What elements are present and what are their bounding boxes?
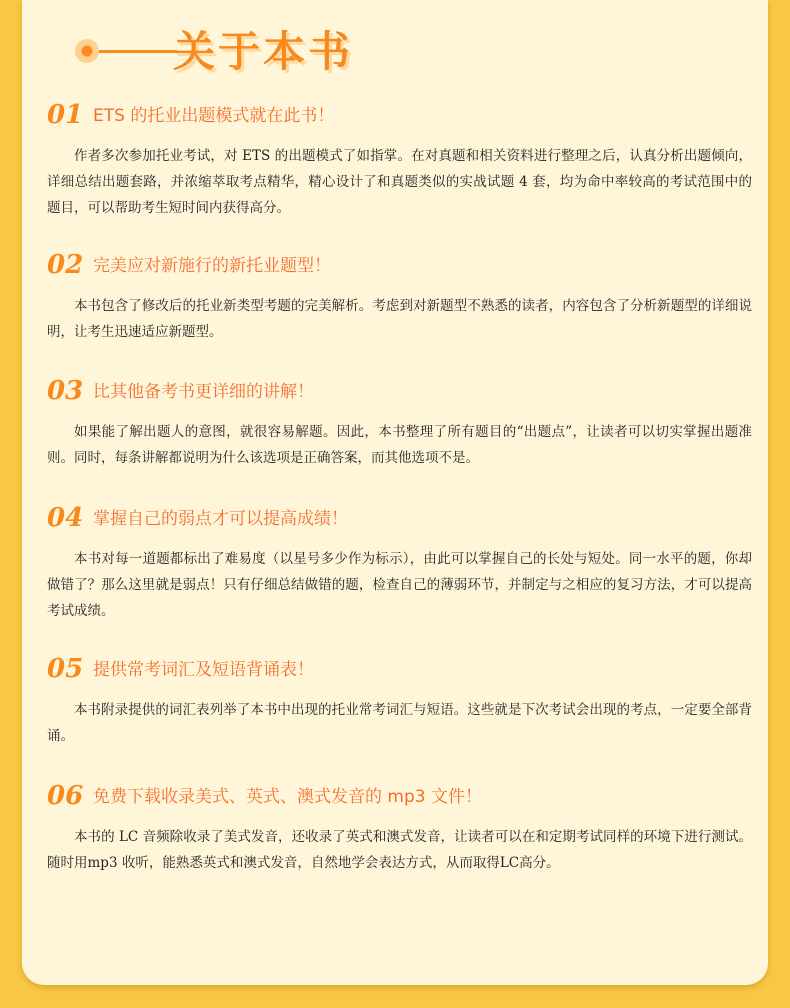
section-number: 04 bbox=[47, 503, 84, 533]
section-heading: 免费下载收录美式、英式、澳式发音的 mp3 文件！ bbox=[93, 787, 482, 807]
section-04 bbox=[47, 503, 752, 624]
section-body: 本书附录提供的词汇表列举了本书中出现的托业常考词汇与短语。这些就是下次考试会出现的考点，一定要全部背诵。 bbox=[47, 702, 752, 744]
section-body: 本书对每一道题都标出了难易度（以星号多少作为标示），由此可以掌握自己的长处与短处。同一水平的题，你却做错了？那么这里就是弱点！只有仔细总结做错的题，检查自己的薄弱环节，并制定与之相应的复习方法，才可以提高考试成绩。 bbox=[47, 551, 752, 619]
section-heading: ETS 的托业出题模式就在此书！ bbox=[93, 106, 335, 126]
section-06 bbox=[47, 781, 752, 876]
section-heading: 提供常考词汇及短语背诵表！ bbox=[93, 660, 314, 680]
page-title: 关于本书 bbox=[173, 27, 354, 76]
section-number: 03 bbox=[47, 376, 84, 406]
section-body: 本书包含了修改后的托业新类型考题的完美解析。考虑到对新题型不熟悉的读者，内容包含了分析新题型的详细说明，让考生迅速适应新题型。 bbox=[47, 298, 752, 340]
page-header bbox=[75, 26, 395, 78]
section-05 bbox=[47, 654, 752, 749]
section-heading: 比其他备考书更详细的讲解！ bbox=[93, 382, 314, 402]
section-body: 如果能了解出题人的意图，就很容易解题。因此，本书整理了所有题目的“出题点”，让读者可以切实掌握出题准则。同时，每条讲解都说明为什么该选项是正确答案，而其他选项不是。 bbox=[47, 424, 752, 466]
section-number: 06 bbox=[47, 781, 84, 811]
section-heading: 掌握自己的弱点才可以提高成绩！ bbox=[93, 509, 348, 529]
header-rule bbox=[99, 50, 177, 53]
section-body: 本书的 LC 音频除收录了美式发音，还收录了英式和澳式发音，让读者可以在和定期考试同样的环境下进行测试。随时用mp3 收听，能熟悉英式和澳式发音，自然地学会表达方式，从而取得LC高分。 bbox=[47, 829, 752, 871]
section-number: 01 bbox=[47, 100, 84, 130]
section-01 bbox=[47, 100, 752, 221]
section-number: 02 bbox=[47, 250, 84, 280]
section-02 bbox=[47, 250, 752, 345]
section-body: 作者多次参加托业考试，对 ETS 的出题模式了如指掌。在对真题和相关资料进行整理之后，认真分析出题倾向，详细总结出题套路，并浓缩萃取考点精华，精心设计了和真题类似的实战试题 4 套，均为命中率较高的考试范围中的题目，可以帮助考生短时间内获得高分。 bbox=[47, 148, 752, 216]
section-number: 05 bbox=[47, 654, 84, 684]
section-heading: 完美应对新施行的新托业题型！ bbox=[93, 256, 331, 276]
bullet-dot-icon bbox=[75, 39, 99, 63]
section-03 bbox=[47, 376, 752, 471]
